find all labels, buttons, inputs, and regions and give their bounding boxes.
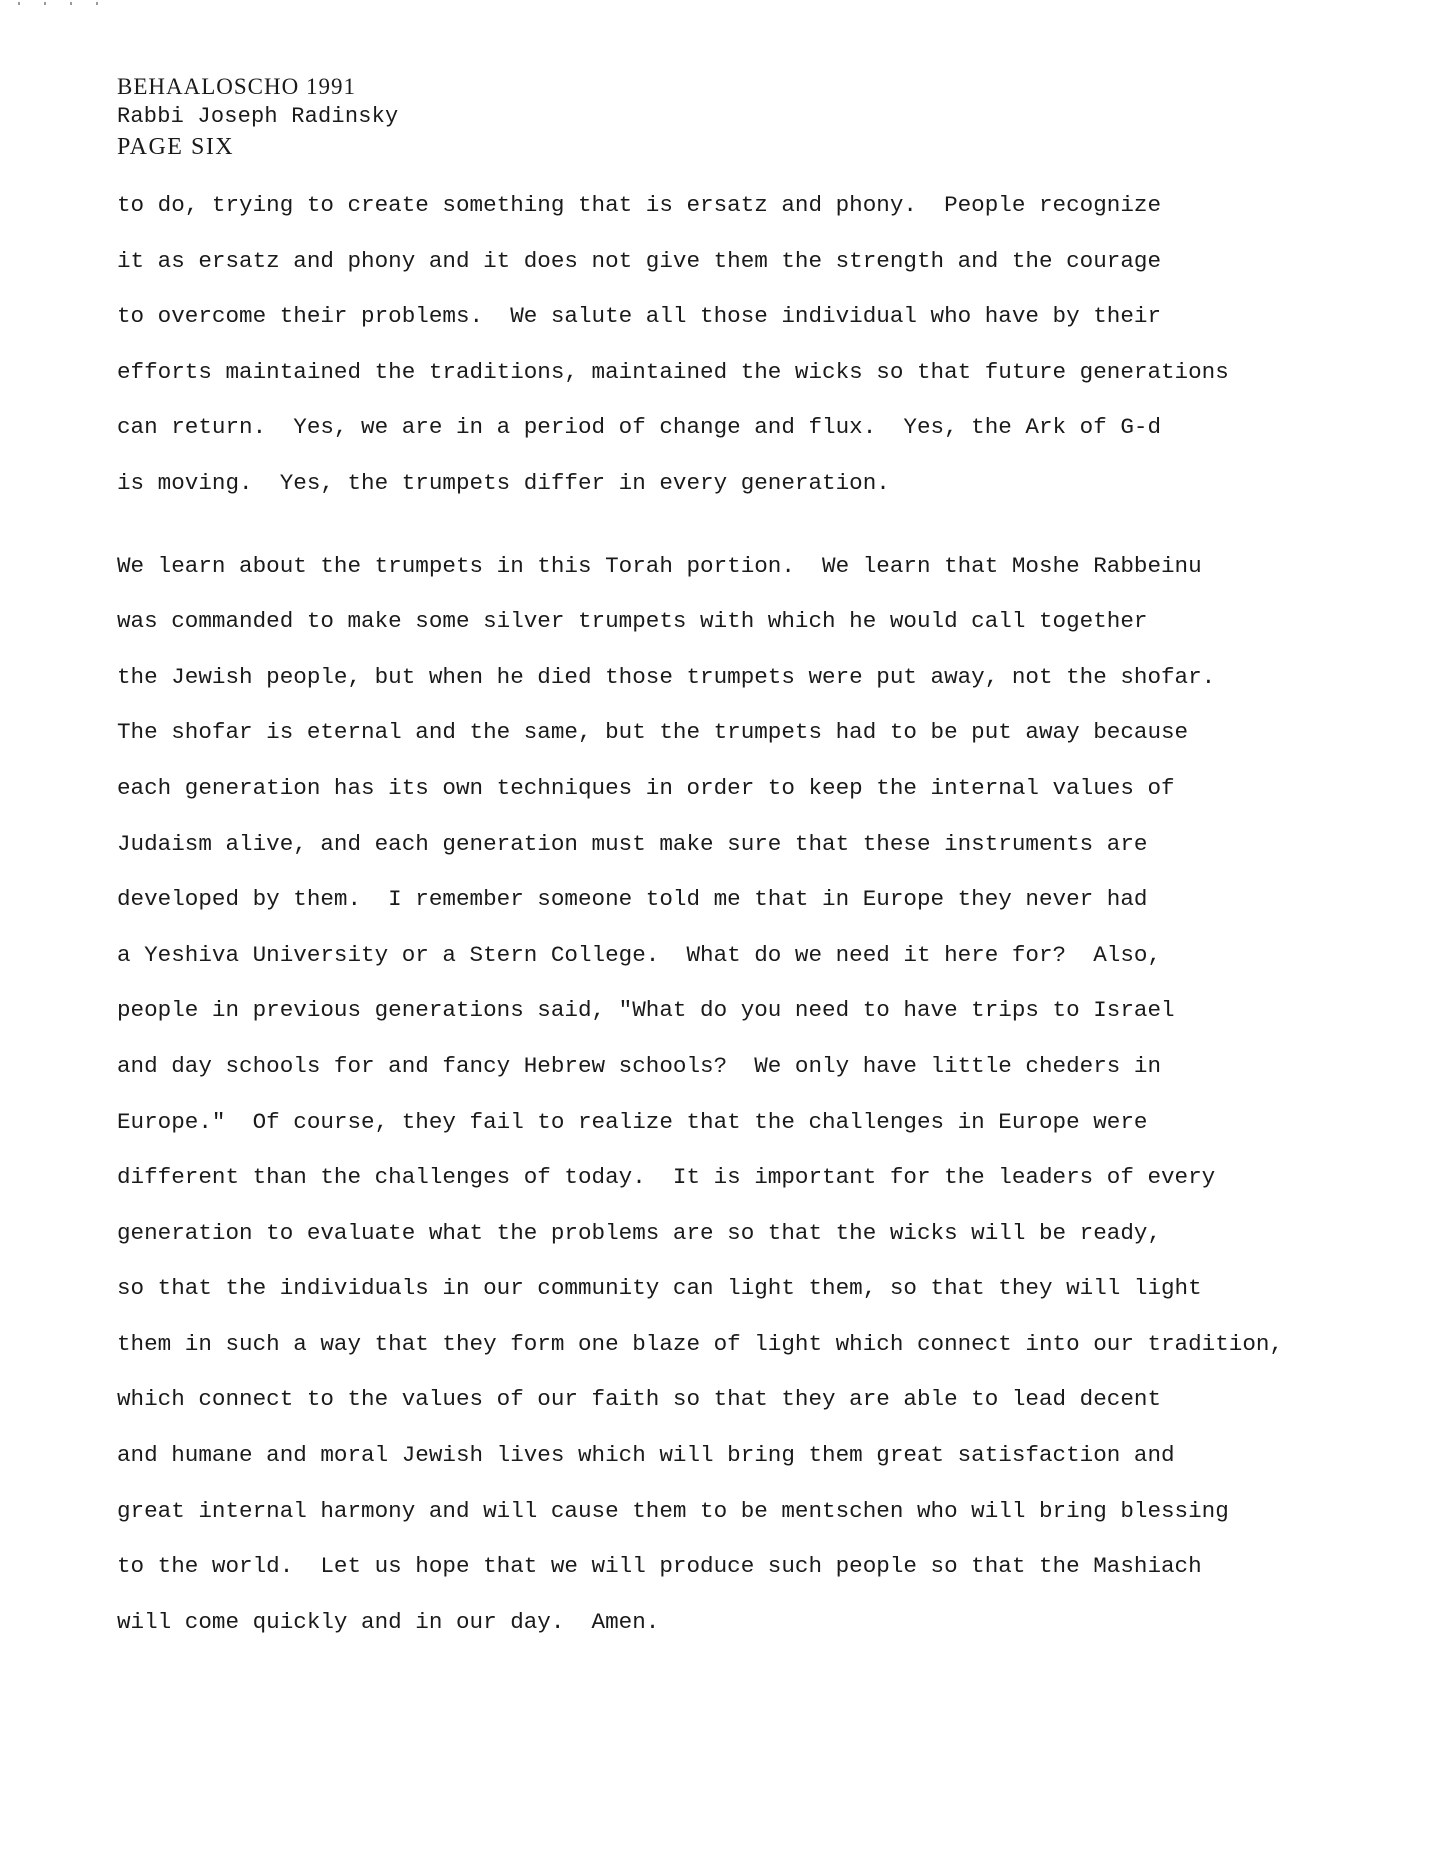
text-line: We learn about the trumpets in this Torah portion. We learn that Moshe Rabbeinu — [117, 552, 1202, 579]
text-line: which connect to the values of our faith so that they are able to lead decent — [117, 1386, 1162, 1413]
page-number-label: PAGE SIX — [117, 134, 235, 160]
text-line: The shofar is eternal and the same, but the trumpets had to be put away because — [117, 719, 1189, 746]
paragraph-1 — [117, 178, 1367, 512]
text-line: can return. Yes, we are in a period of change and flux. Yes, the Ark of G-d — [117, 414, 1162, 441]
text-line: efforts maintained the traditions, maintained the wicks so that future generations — [117, 358, 1229, 385]
text-line: the Jewish people, but when he died those trumpets were put away, not the shofar. — [117, 663, 1216, 690]
text-line: people in previous generations said, "What do you need to have trips to Israel — [117, 997, 1175, 1024]
text-line: Judaism alive, and each generation must make sure that these instruments are — [117, 830, 1148, 857]
text-line: and humane and moral Jewish lives which will bring them great satisfaction and — [117, 1442, 1175, 1469]
scan-speck — [70, 2, 72, 5]
scan-speck — [96, 2, 98, 5]
text-line: and day schools for and fancy Hebrew schools? We only have little cheders in — [117, 1052, 1162, 1079]
text-line: to overcome their problems. We salute all those individual who have by their — [117, 303, 1162, 330]
scan-speck — [44, 2, 46, 5]
text-line: different than the challenges of today. It is important for the leaders of every — [117, 1164, 1216, 1191]
text-line: a Yeshiva University or a Stern College. What do we need it here for? Also, — [117, 941, 1162, 968]
scan-speck — [18, 2, 20, 5]
text-line: was commanded to make some silver trumpets with which he would call together — [117, 608, 1148, 635]
document-title: BEHAALOSCHO 1991 — [117, 74, 356, 99]
text-line: Europe." Of course, they fail to realize that the challenges in Europe were — [117, 1108, 1148, 1135]
text-line: great internal harmony and will cause them to be mentschen who will bring blessing — [117, 1497, 1229, 1524]
paragraph-2 — [117, 539, 1367, 1651]
scan-artifact — [18, 2, 108, 8]
text-line: to the world. Let us hope that we will produce such people so that the Mashiach — [117, 1553, 1202, 1580]
text-line: developed by them. I remember someone told me that in Europe they never had — [117, 886, 1148, 913]
document-header — [117, 72, 398, 162]
text-line: generation to evaluate what the problems are so that the wicks will be ready, — [117, 1219, 1162, 1246]
text-line: to do, trying to create something that is ersatz and phony. People recognize — [117, 192, 1162, 218]
text-line: it as ersatz and phony and it does not give them the strength and the courage — [117, 247, 1162, 274]
document-author: Rabbi Joseph Radinsky — [117, 104, 399, 129]
text-line: them in such a way that they form one blaze of light which connect into our tradition, — [117, 1330, 1284, 1357]
text-line: will come quickly and in our day. Amen. — [117, 1608, 660, 1635]
text-line: so that the individuals in our community can light them, so that they will light — [117, 1275, 1202, 1302]
document-body — [117, 178, 1367, 1650]
text-line: each generation has its own techniques in order to keep the internal values of — [117, 774, 1175, 801]
text-line: is moving. Yes, the trumpets differ in every generation. — [117, 469, 890, 496]
